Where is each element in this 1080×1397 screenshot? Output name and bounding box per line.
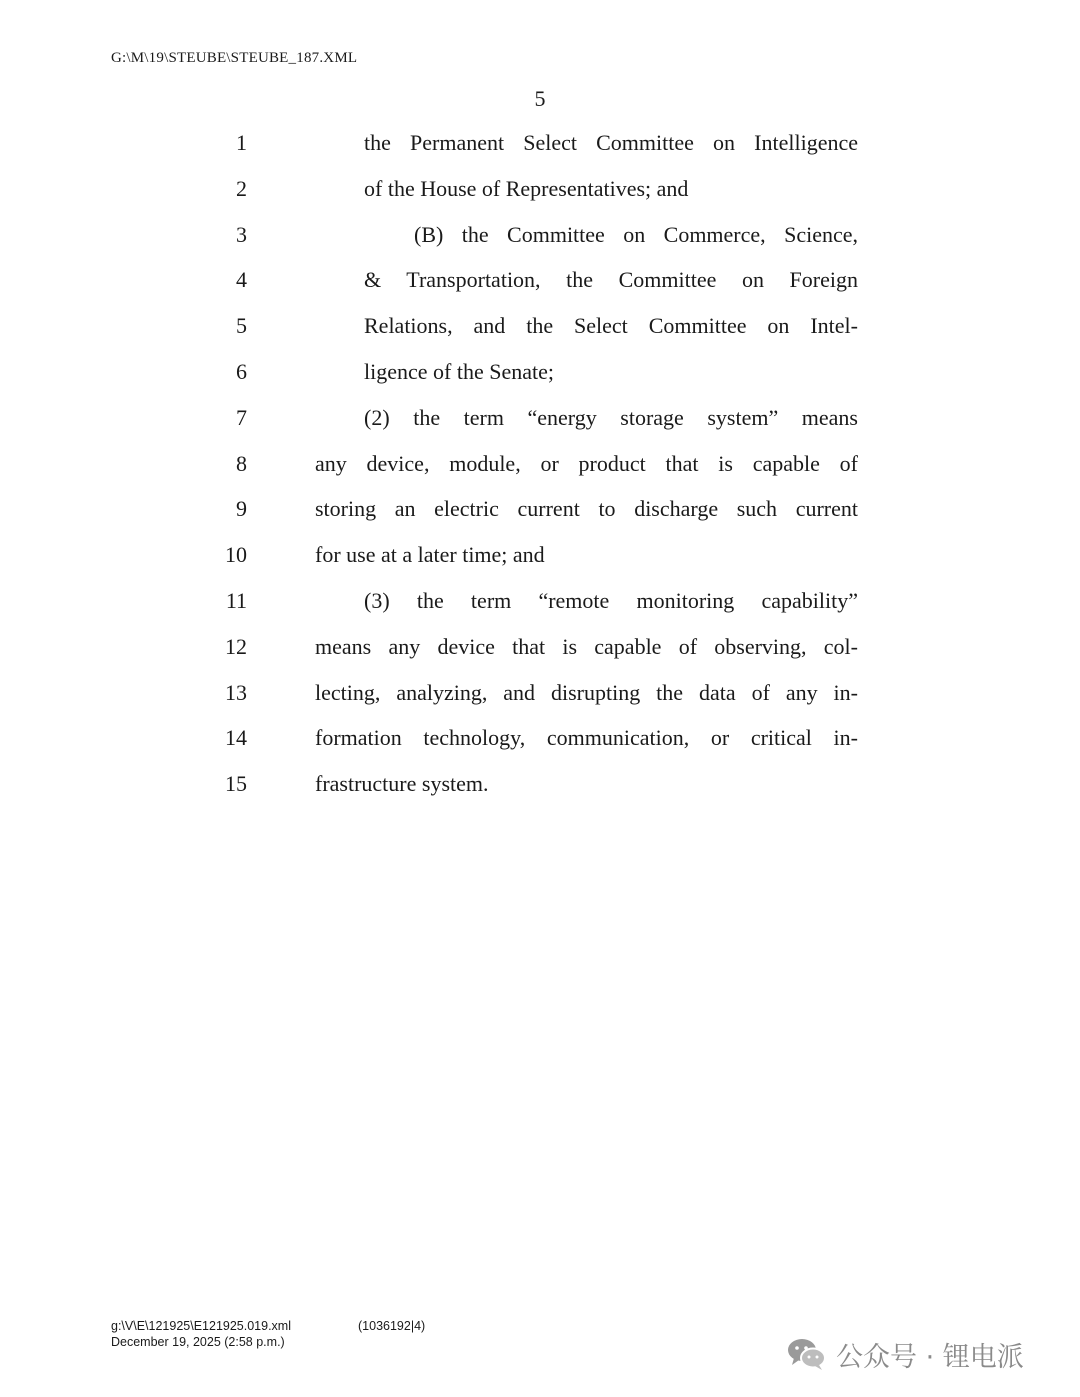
bill-line — [0, 486, 1080, 532]
line-number: 9 — [236, 496, 247, 522]
footer-file-path: g:\V\E\121925\E121925.019.xml — [111, 1319, 291, 1333]
bill-line — [0, 715, 1080, 761]
bill-line — [0, 349, 1080, 395]
footer-document-code: (1036192|4) — [358, 1319, 426, 1333]
page-number: 5 — [534, 86, 546, 111]
line-number: 6 — [236, 358, 247, 384]
watermark — [786, 1334, 1024, 1374]
line-number: 7 — [236, 404, 247, 430]
line-number: 15 — [225, 771, 247, 797]
watermark-text: 公众号 · 锂电派 — [836, 1341, 1024, 1373]
line-text: frastructure system. — [315, 771, 489, 797]
line-number: 8 — [236, 450, 247, 476]
line-number: 2 — [236, 175, 247, 201]
bill-line — [0, 441, 1080, 487]
line-number: 10 — [225, 542, 247, 568]
line-number: 1 — [236, 130, 247, 155]
bill-line — [0, 578, 1080, 624]
bill-line — [0, 624, 1080, 670]
line-text: storing an electric current to discharge such current — [315, 496, 858, 522]
line-number: 11 — [225, 587, 247, 613]
line-number: 14 — [225, 725, 247, 751]
bill-line — [0, 257, 1080, 303]
bill-line — [0, 395, 1080, 441]
line-text: (2) the term “energy storage system” means — [364, 404, 858, 430]
line-number: 3 — [236, 221, 247, 247]
line-number: 13 — [225, 679, 247, 705]
line-number: 5 — [236, 313, 247, 339]
line-text: Relations, and the Select Committee on Intel- — [364, 313, 858, 339]
bill-line — [0, 166, 1080, 212]
bill-line — [0, 120, 1080, 166]
bill-line — [0, 761, 1080, 807]
line-text: of the House of Representatives; and — [364, 175, 689, 201]
bill-line — [0, 670, 1080, 716]
line-number: 4 — [236, 267, 247, 293]
bill-line — [0, 212, 1080, 258]
line-text: for use at a later time; and — [315, 542, 545, 568]
line-text: any device, module, or product that is capable of — [315, 450, 858, 476]
footer-date: December 19, 2025 (2:58 p.m.) — [111, 1335, 285, 1349]
file-path: G:\M\19\STEUBE\STEUBE_187.XML — [111, 50, 358, 66]
wechat-icon — [786, 1336, 828, 1372]
line-text: the Permanent Select Committee on Intelligence — [364, 130, 858, 155]
footer — [111, 1318, 426, 1350]
bill-text — [0, 120, 1080, 807]
line-text: (B) the Committee on Commerce, Science, — [414, 221, 858, 247]
bill-line — [0, 303, 1080, 349]
line-text: means any device that is capable of observing, col- — [315, 633, 858, 659]
line-text: ligence of the Senate; — [364, 358, 554, 384]
line-text: & Transportation, the Committee on Foreign — [364, 267, 858, 293]
line-text: lecting, analyzing, and disrupting the data of any in- — [315, 679, 858, 705]
line-text: (3) the term “remote monitoring capability” — [364, 587, 858, 613]
line-number: 12 — [225, 633, 247, 659]
bill-line — [0, 532, 1080, 578]
footer-first-row — [111, 1318, 426, 1334]
line-text: formation technology, communication, or critical in- — [315, 725, 858, 751]
